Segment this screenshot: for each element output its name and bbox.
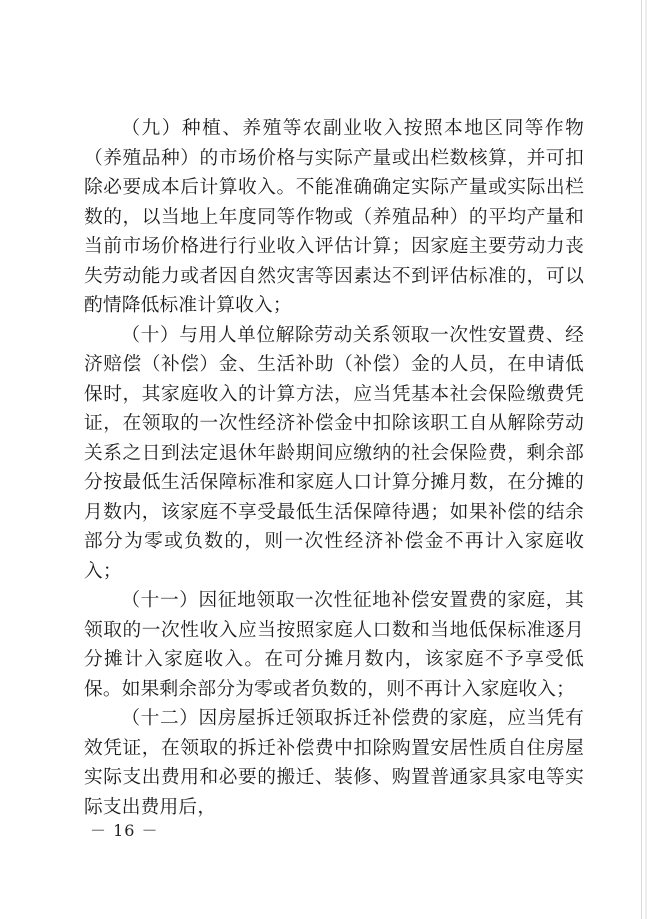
scan-edge-line	[641, 0, 642, 919]
paragraph-item-12: （十二）因房屋拆迁领取拆迁补偿费的家庭，应当凭有效凭证，在领取的拆迁补偿费中扣除购置安居性质自住房屋实际支出费用和必要的搬迁、装修、购置普通家具家电等实际支出费用后，	[84, 708, 584, 818]
paragraph-item-11: （十一）因征地领取一次性征地补偿安置费的家庭，其领取的一次性收入应当按照家庭人口数和当地低保标准逐月分摊计入家庭收入。在可分摊月数内，该家庭不予享受低保。如果剩余部分为零或者负数的，则不再计入家庭收入；	[84, 590, 584, 700]
page-number: － 16 －	[90, 821, 159, 840]
scan-edge	[645, 0, 647, 919]
body-text	[84, 114, 584, 822]
paragraph-item-10: （十）与用人单位解除劳动关系领取一次性安置费、经济赔偿（补偿）金、生活补助（补偿）金的人员，在申请低保时，其家庭收入的计算方法，应当凭基本社会保险缴费凭证，在领取的一次性经济补偿金中扣除该职工自从解除劳动关系之日到法定退休年龄期间应缴纳的社会保险费，剩余部分按最低生活保障标准和家庭人口计算分摊月数，在分摊的月数内，该家庭不享受最低生活保障待遇；如果补偿的结余部分为零或负数的，则一次性经济补偿金不再计入家庭收入；	[84, 324, 584, 582]
paragraph-item-9: （九）种植、养殖等农副业收入按照本地区同等作物（养殖品种）的市场价格与实际产量或出栏数核算，并可扣除必要成本后计算收入。不能准确确定实际产量或实际出栏数的，以当地上年度同等作物或（养殖品种）的平均产量和当前市场价格进行行业收入评估计算；因家庭主要劳动力丧失劳动能力或者因自然灾害等因素达不到评估标准的，可以酌情降低标准计算收入；	[84, 118, 584, 316]
